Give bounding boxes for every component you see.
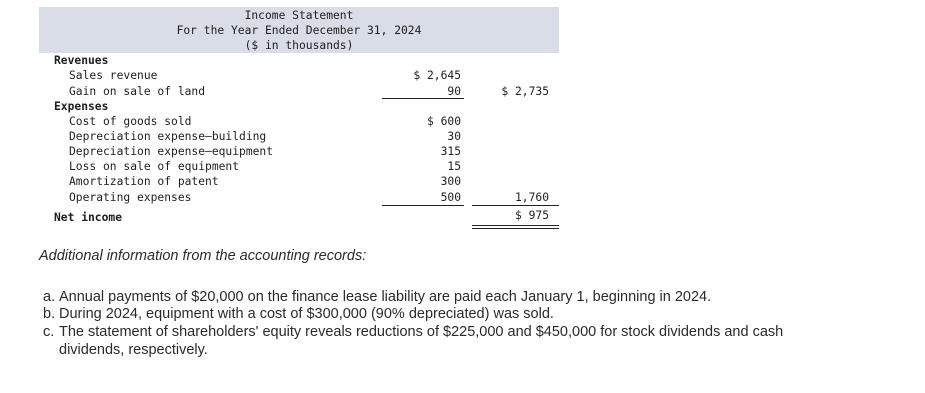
net-income-double-rule-bottom: [472, 228, 559, 229]
expense-amount: 315: [440, 145, 461, 158]
statement-units: ($ in thousands): [244, 39, 354, 52]
note-text: Annual payments of $20,000 on the finance lease liability are paid each January 1, beginning in 2024.: [59, 289, 712, 305]
expense-label: Operating expenses: [69, 191, 192, 204]
revenues-total: $ 2,735: [501, 85, 549, 98]
expenses-total-rule: [472, 205, 559, 206]
expense-label: Cost of goods sold: [69, 115, 192, 128]
revenues-subtotal-rule: [382, 98, 464, 99]
note-b: [43, 305, 913, 323]
expense-label: Loss on sale of equipment: [69, 160, 240, 173]
expenses-heading: Expenses: [54, 100, 109, 113]
expense-amount: $ 600: [426, 115, 461, 128]
expense-label: Depreciation expense—equipment: [69, 145, 274, 158]
expense-label: Amortization of patent: [69, 175, 219, 188]
expense-amount: 15: [447, 160, 461, 173]
note-label: c.: [43, 324, 55, 340]
note-a: [43, 288, 913, 306]
revenue-amount: $ 2,645: [413, 69, 461, 82]
revenue-label: Gain on sale of land: [69, 85, 206, 98]
note-text: The statement of shareholders' equity reveals reductions of $225,000 and $450,000 for stock dividends and cash: [59, 324, 784, 340]
note-text-continuation: dividends, respectively.: [59, 342, 208, 358]
revenue-amount: 90: [447, 85, 461, 98]
expenses-subtotal-rule: [382, 205, 464, 206]
net-income-label: Net income: [54, 211, 123, 224]
revenue-label: Sales revenue: [69, 69, 158, 82]
expense-amount: 500: [440, 191, 461, 204]
note-c: [43, 323, 913, 359]
statement-header: [39, 7, 559, 53]
expenses-total: 1,760: [514, 191, 549, 204]
revenues-heading: Revenues: [54, 54, 109, 67]
net-income-double-rule-top: [472, 225, 559, 226]
statement-period: For the Year Ended December 31, 2024: [176, 24, 422, 37]
expense-label: Depreciation expense—building: [69, 130, 267, 143]
note-label: b.: [43, 306, 56, 322]
note-text: During 2024, equipment with a cost of $300,000 (90% depreciated) was sold.: [59, 306, 554, 322]
net-income-amount: $ 975: [514, 209, 549, 222]
note-label: a.: [43, 289, 56, 305]
expense-amount: 30: [447, 130, 461, 143]
statement-title: Income Statement: [244, 9, 354, 22]
expense-amount: 300: [440, 175, 461, 188]
additional-info-heading: Additional information from the accounting records:: [39, 248, 367, 264]
